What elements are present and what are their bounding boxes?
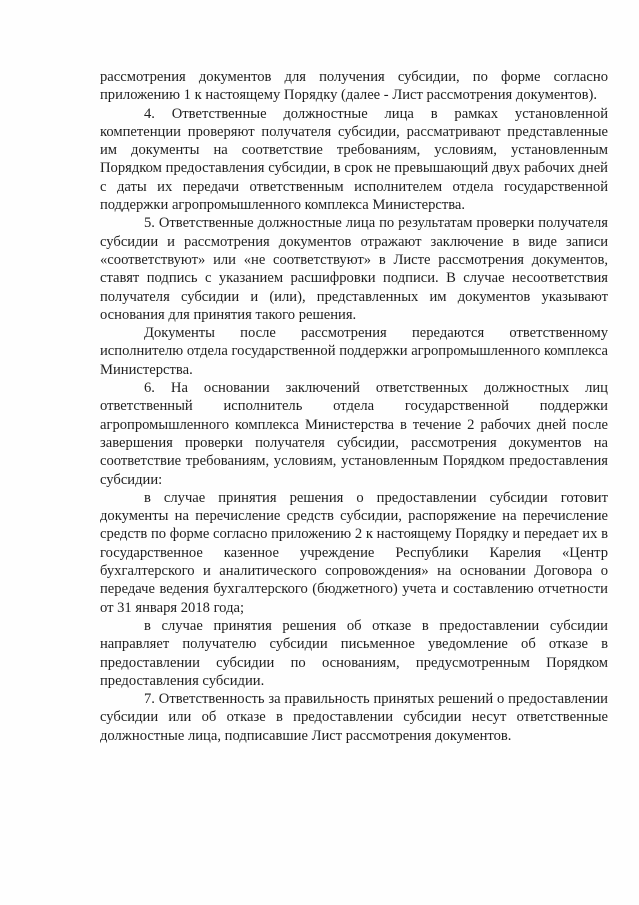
paragraph-item-7: 7. Ответственность за правильность принятых решений о предоставлении субсидии или об отказе в предоставлении субсидии несут ответственные должностные лица, подписавшие Лист рассмотрения документов. [100, 691, 608, 744]
paragraph-item-4: 4. Ответственные должностные лица в рамках установленной компетенции проверяют получателя субсидии, рассматривают представленные им документы на соответствие требованиям, условиям, установленным Порядком предоставления субсидии, в срок не превышающий двух рабочих дней с даты их передачи ответственным исполнителем отдела государственной поддержки агропромышленного комплекса Министерства. [100, 105, 608, 214]
paragraph-item-6: 6. На основании заключений ответственных должностных лиц ответственный исполнитель отдела государственной поддержки агропромышленного комплекса Министерства в течение 2 рабочих дней после завершения проверки получателя субсидии, рассмотрения документов на соответствие требованиям, условиям, установленным Порядком предоставления субсидии: [100, 380, 608, 488]
paragraph-continuation: рассмотрения документов для получения субсидии, по форме согласно приложению 1 к настоящему Порядку (далее - Лист рассмотрения документов). [100, 69, 608, 104]
paragraph-refusal-decision: в случае принятия решения об отказе в предоставлении субсидии направляет получателю субсидии письменное уведомление об отказе в предоставлении субсидии по основаниям, предусмотренным Порядком предоставления субсидии. [100, 617, 608, 689]
paragraph-item-5: 5. Ответственные должностные лица по результатам проверки получателя субсидии и рассмотрения документов отражают заключение в виде записи «соответствуют» или «не соответствуют» в Листе рассмотрения документов, ставят подпись с указанием расшифровки подписи. В случае несоответствия получателя субсидии и (или), представленных им документов указывают основания для принятия такого решения. [100, 215, 608, 323]
document-body [100, 68, 608, 745]
paragraph-grant-decision: в случае принятия решения о предоставлении субсидии готовит документы на перечисление средств субсидии, распоряжение на перечисление средств по форме согласно приложению 2 к настоящему Порядку и передает их в государственное казенное учреждение Республики Карелия «Центр бухгалтерского и аналитического сопровождения» на основании Договора о передаче ведения бухгалтерского (бюджетного) учета и составлению отчетности от 31 января 2018 года; [100, 489, 608, 616]
paragraph-documents-transfer: Документы после рассмотрения передаются ответственному исполнителю отдела государственной поддержки агропромышленного комплекса Министерства. [100, 325, 608, 378]
